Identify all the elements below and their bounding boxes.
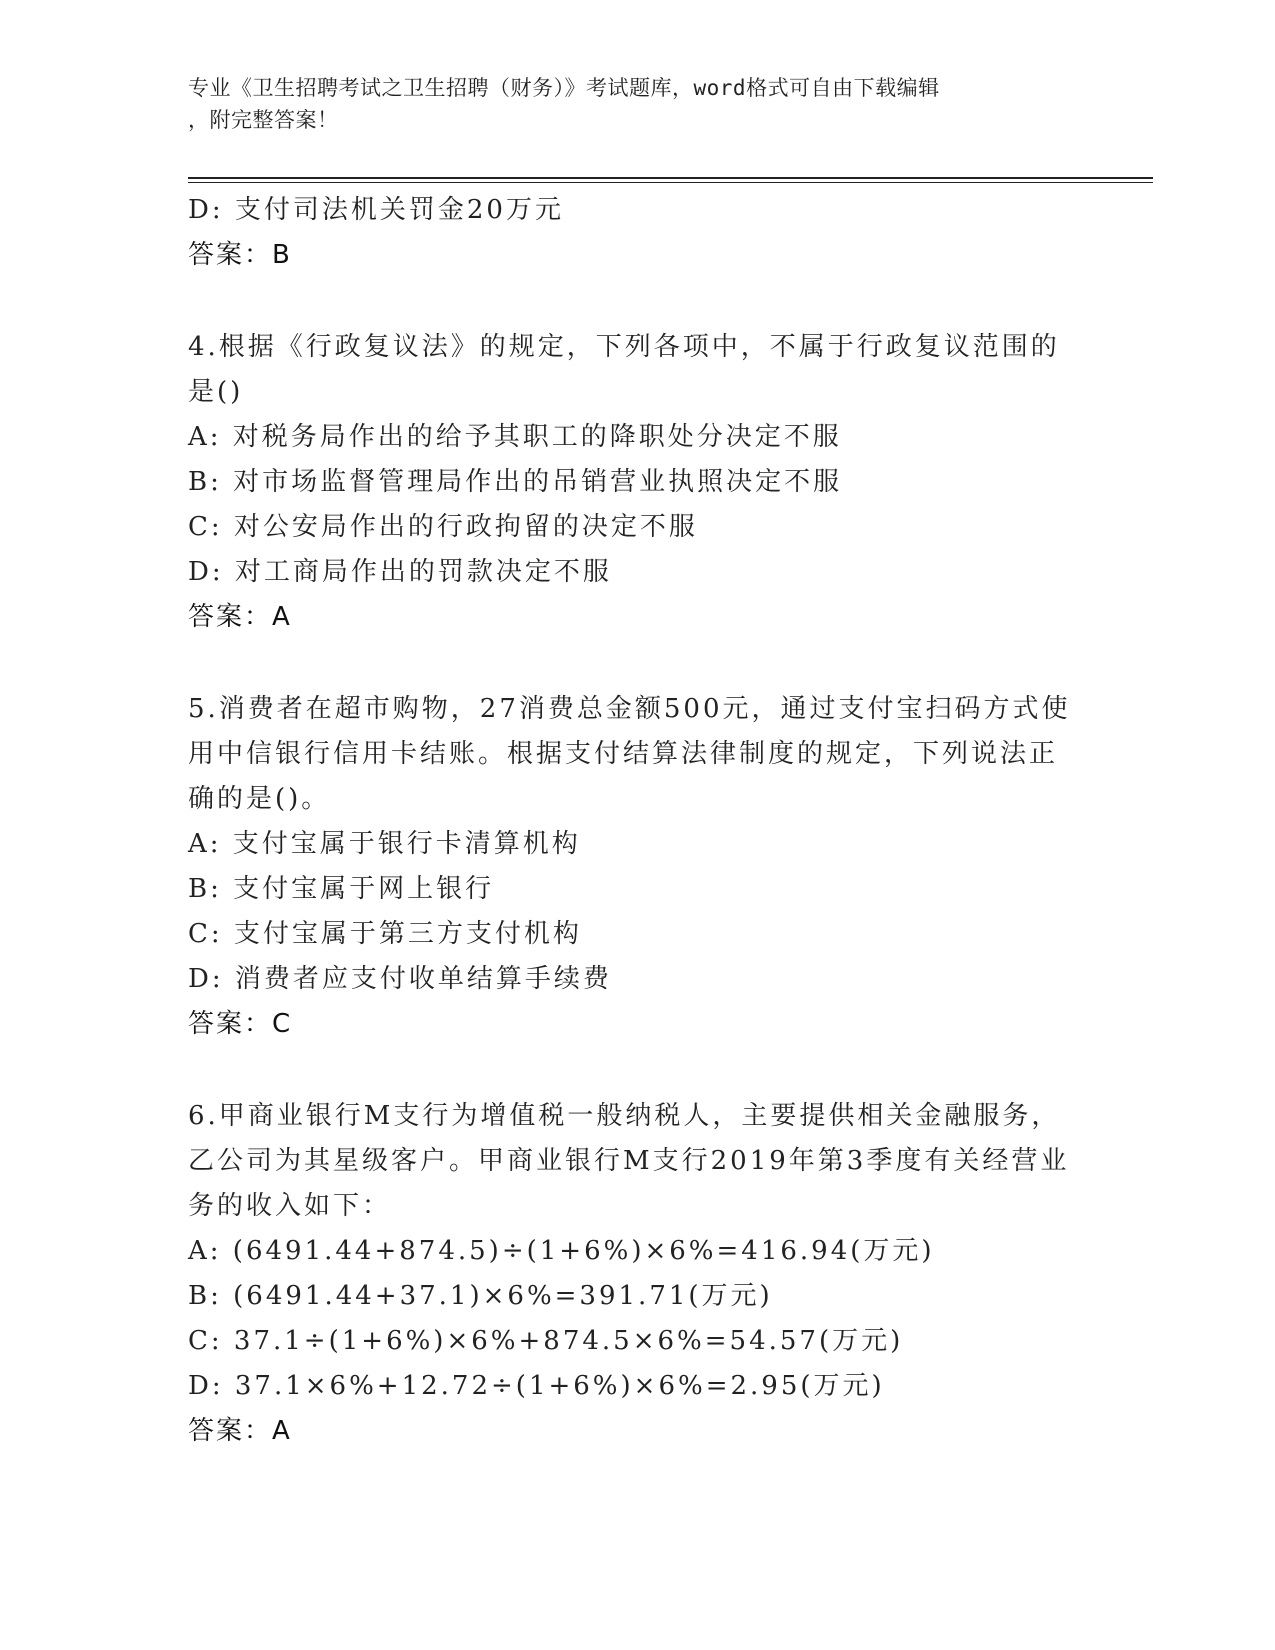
header-line-2: ，附完整答案！ — [188, 108, 339, 132]
question-4 — [188, 325, 1088, 640]
question-stem: 4.根据《行政复议法》的规定，下列各项中，不属于行政复议范围的 — [188, 332, 1060, 362]
option-b: B: (6491.44+37.1)×6%=391.71(万元) — [188, 1281, 773, 1311]
question-stem: 确的是()。 — [188, 784, 331, 814]
question-stem: 是() — [188, 377, 244, 407]
answer: 答案：B — [188, 240, 292, 270]
spacer — [188, 278, 1088, 325]
answer: 答案：A — [188, 1416, 292, 1446]
option-a: A: (6491.44+874.5)÷(1+6%)×6%=416.94(万元) — [188, 1236, 935, 1266]
option-d: D: 对工商局作出的罚款决定不服 — [188, 557, 612, 587]
option-a: A: 对税务局作出的给予其职工的降职处分决定不服 — [188, 422, 842, 452]
question-list — [188, 188, 1088, 1454]
question-6 — [188, 1094, 1088, 1454]
option-d: D: 消费者应支付收单结算手续费 — [188, 964, 612, 994]
question-3-tail — [188, 188, 1088, 278]
answer: 答案：C — [188, 1009, 293, 1039]
question-stem: 5.消费者在超市购物，27消费总金额500元，通过支付宝扫码方式使 — [188, 694, 1071, 724]
question-stem: 务的收入如下： — [188, 1191, 392, 1221]
spacer — [188, 1047, 1088, 1094]
document-header — [188, 72, 1088, 136]
question-stem: 6.甲商业银行M支行为增值税一般纳税人，主要提供相关金融服务， — [188, 1101, 1061, 1131]
option-b: B: 支付宝属于网上银行 — [188, 874, 495, 904]
spacer — [188, 640, 1088, 687]
option-c: C: 支付宝属于第三方支付机构 — [188, 919, 582, 949]
question-stem: 用中信银行信用卡结账。根据支付结算法律制度的规定，下列说法正 — [188, 739, 1059, 769]
question-5 — [188, 687, 1088, 1047]
option-d: D: 37.1×6%+12.72÷(1+6%)×6%=2.95(万元) — [188, 1371, 885, 1401]
header-divider-thick — [188, 177, 1153, 179]
header-line-1: 专业《卫生招聘考试之卫生招聘（财务）》考试题库，word格式可自由下载编辑 — [188, 76, 940, 100]
option-b: B: 对市场监督管理局作出的吊销营业执照决定不服 — [188, 467, 843, 497]
option-a: A: 支付宝属于银行卡清算机构 — [188, 829, 581, 859]
option-d: D: 支付司法机关罚金20万元 — [188, 195, 564, 225]
question-stem: 乙公司为其星级客户。甲商业银行M支行2019年第3季度有关经营业 — [188, 1146, 1070, 1176]
option-c: C: 对公安局作出的行政拘留的决定不服 — [188, 512, 698, 542]
header-divider-thin — [188, 182, 1153, 183]
option-c: C: 37.1÷(1+6%)×6%+874.5×6%=54.57(万元) — [188, 1326, 904, 1356]
answer: 答案：A — [188, 602, 292, 632]
